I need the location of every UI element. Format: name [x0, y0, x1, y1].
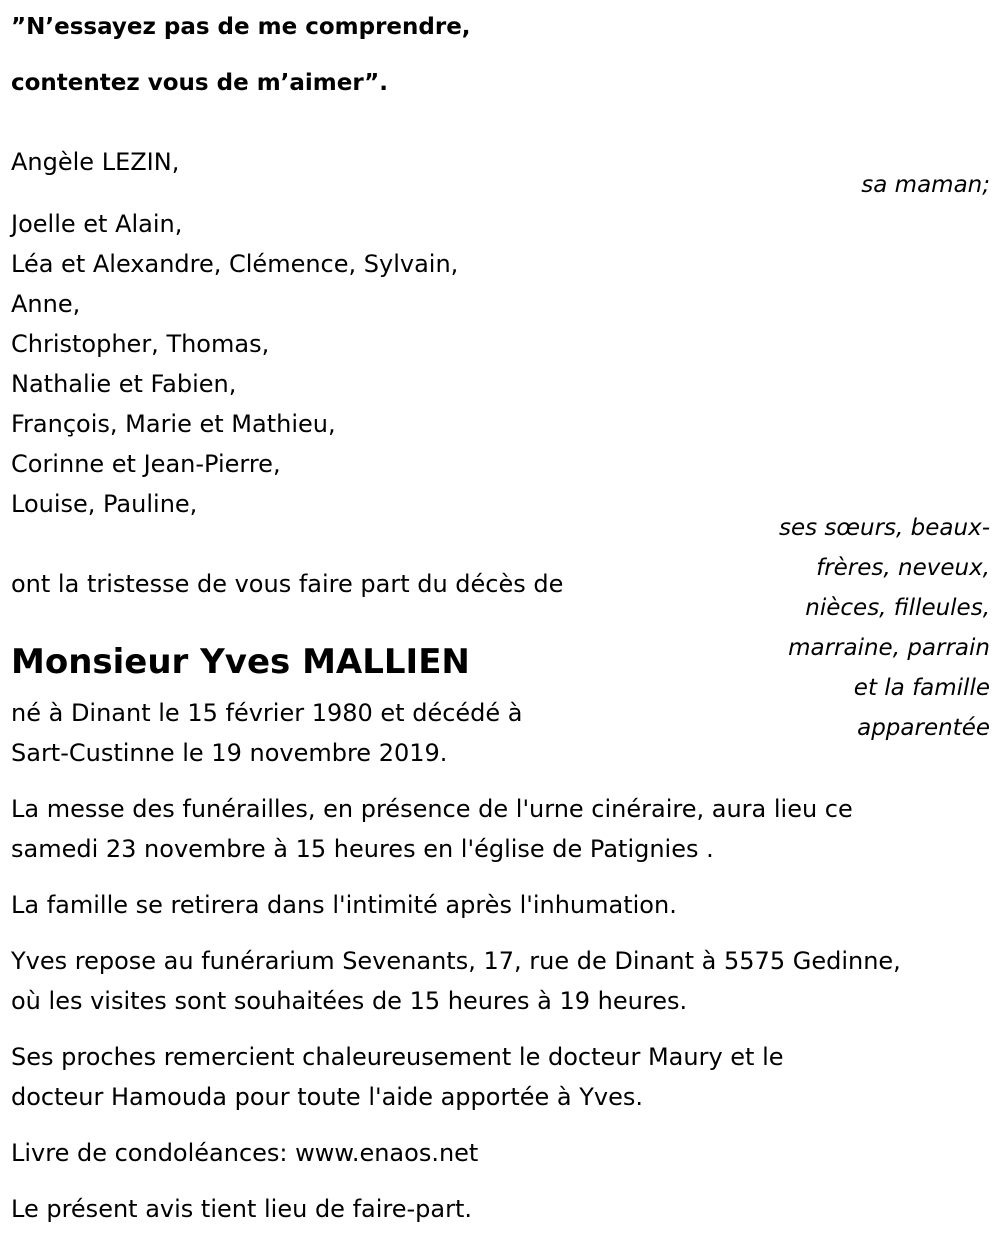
thanks-line-2: docteur Hamouda pour toute l'aide apportée à Yves. — [11, 1083, 643, 1111]
deceased-name: Monsieur Yves MALLIEN — [11, 642, 470, 682]
family-members-list — [11, 204, 458, 524]
thanks-line-1: Ses proches remercient chaleureusement le docteur Maury et le — [11, 1043, 784, 1071]
announcement-text: ont la tristesse de vous faire part du décès de — [11, 570, 564, 598]
condolences-text: Livre de condoléances: www.enaos.net — [11, 1139, 479, 1167]
rest-line-2: où les visites sont souhaitées de 15 heures à 19 heures. — [11, 987, 688, 1015]
deceased-dates-line-1: né à Dinant le 15 février 1980 et décédé à — [11, 699, 523, 727]
family-relation-line: et la famille — [853, 675, 990, 701]
notice-text: Le présent avis tient lieu de faire-part. — [11, 1195, 473, 1223]
family-relation-line: ses sœurs, beaux- — [778, 515, 990, 541]
rest-line-1: Yves repose au funérarium Sevenants, 17, rue de Dinant à 5575 Gedinne, — [11, 947, 901, 975]
family-member: Nathalie et Fabien, — [11, 370, 237, 398]
mass-line-2: samedi 23 novembre à 15 heures en l'église de Patignies . — [11, 835, 714, 863]
family-member: Louise, Pauline, — [11, 490, 198, 518]
family-relation-line: frères, neveux, — [816, 555, 990, 581]
family-relation-line: nièces, filleules, — [805, 595, 990, 621]
mass-line-1: La messe des funérailles, en présence de l'urne cinéraire, aura lieu ce — [11, 795, 853, 823]
family-member: François, Marie et Mathieu, — [11, 410, 336, 438]
family-member: Léa et Alexandre, Clémence, Sylvain, — [11, 250, 459, 278]
family-retire-text: La famille se retirera dans l'intimité après l'inhumation. — [11, 891, 677, 919]
mother-relation: sa maman; — [861, 172, 990, 198]
quote-line-1: ”N’essayez pas de me comprendre, — [11, 14, 471, 40]
family-member: Anne, — [11, 290, 81, 318]
family-member: Corinne et Jean-Pierre, — [11, 450, 281, 478]
deceased-dates-line-2: Sart-Custinne le 19 novembre 2019. — [11, 739, 448, 767]
family-member: Christopher, Thomas, — [11, 330, 270, 358]
quote-line-2: contentez vous de m’aimer”. — [11, 70, 388, 96]
family-relation-line: apparentée — [857, 715, 990, 741]
family-member: Joelle et Alain, — [11, 210, 183, 238]
family-relation — [779, 508, 990, 748]
mother-name: Angèle LEZIN, — [11, 148, 180, 176]
family-relation-line: marraine, parrain — [788, 635, 990, 661]
